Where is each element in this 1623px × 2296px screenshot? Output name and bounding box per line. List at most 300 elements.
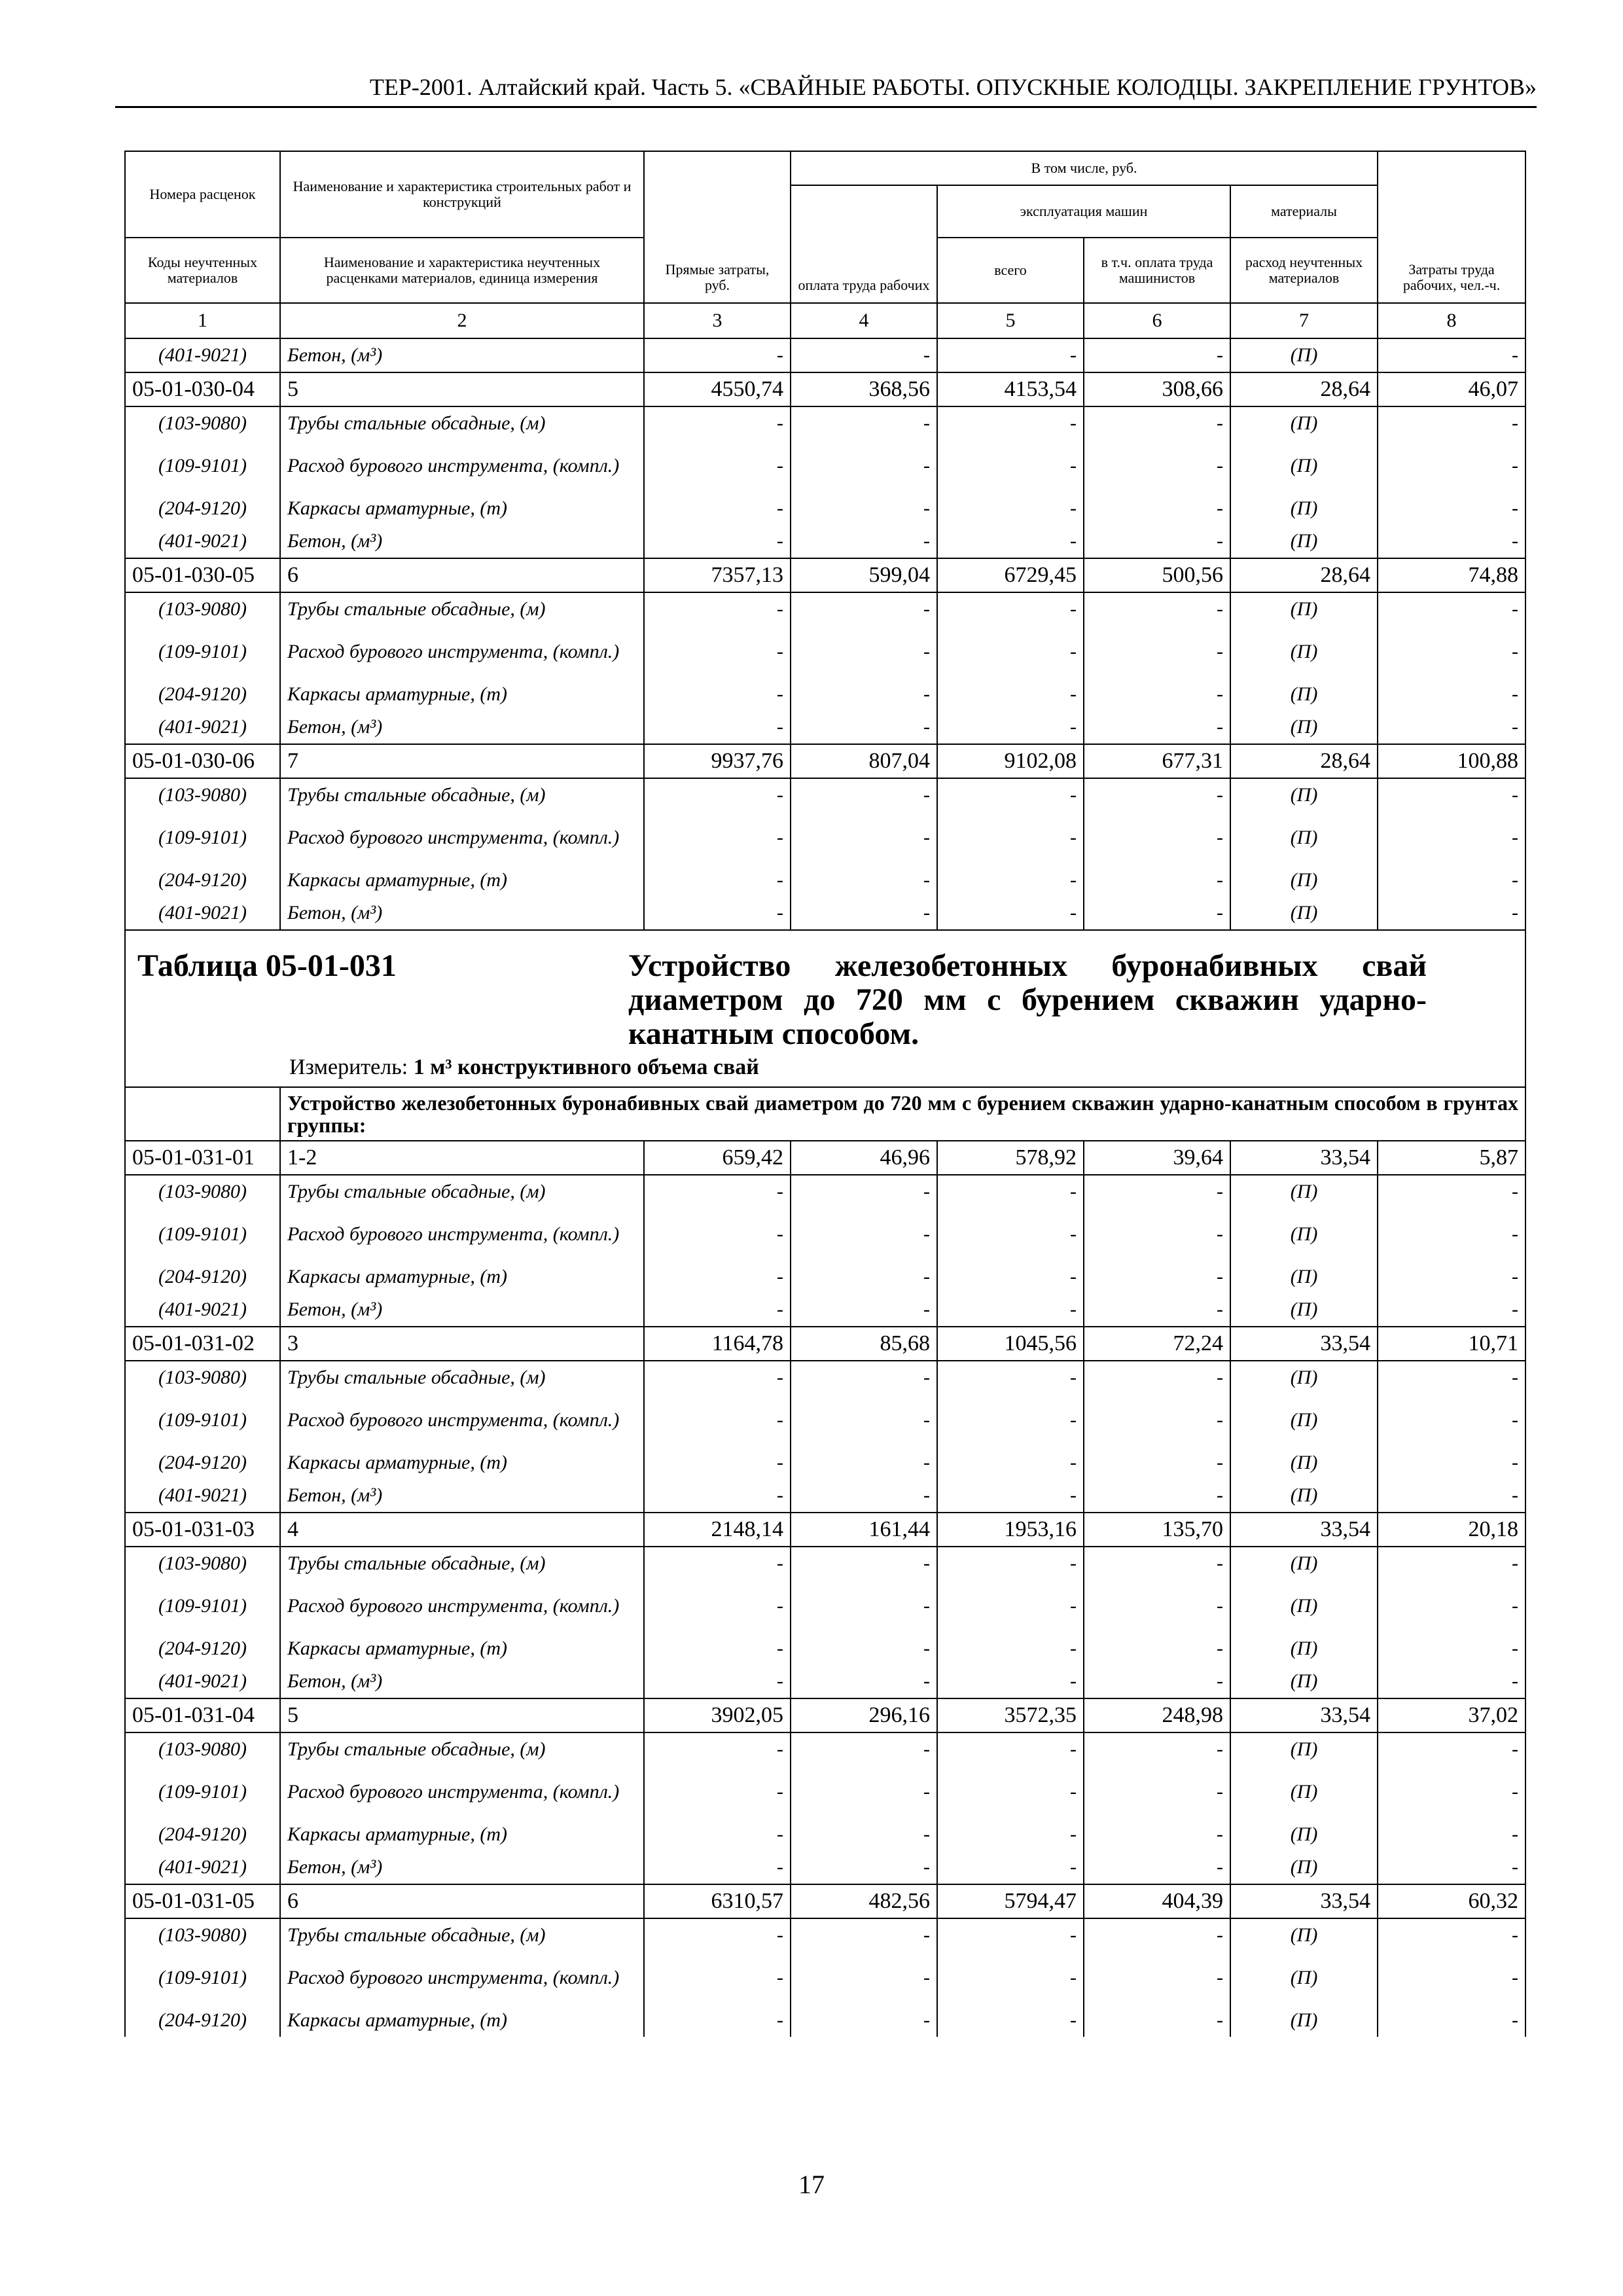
material-code: (204-9120): [125, 1632, 280, 1665]
rates-table: [124, 151, 1526, 2037]
empty-value: -: [1378, 1479, 1525, 1513]
rate-value-c6: 39,64: [1084, 1141, 1230, 1175]
empty-value: -: [1084, 1479, 1230, 1513]
empty-value: -: [1084, 1547, 1230, 1580]
empty-value: -: [644, 864, 791, 897]
material-name: Каркасы арматурные, (т): [280, 1446, 644, 1479]
material-name: Трубы стальные обсадные, (м): [280, 1547, 644, 1580]
empty-value: -: [1378, 1208, 1525, 1261]
column-number: 8: [1378, 303, 1525, 338]
rate-value-c7: 33,54: [1230, 1884, 1378, 1918]
material-name: Расход бурового инструмента, (компл.): [280, 1394, 644, 1446]
material-name: Трубы стальные обсадные, (м): [280, 592, 644, 626]
material-mark: (П): [1230, 626, 1378, 678]
rate-value-c6: 500,56: [1084, 558, 1230, 592]
group-heading-row: [125, 1087, 1525, 1141]
empty-value: -: [644, 678, 791, 711]
empty-value: -: [1378, 864, 1525, 897]
empty-value: -: [791, 525, 937, 558]
rate-value-c3: 2148,14: [644, 1513, 791, 1547]
material-code: (204-9120): [125, 492, 280, 525]
rate-value-c4: 46,96: [791, 1141, 937, 1175]
rate-value-c3: 4550,74: [644, 372, 791, 406]
rate-name: 6: [280, 558, 644, 592]
empty-value: -: [644, 1479, 791, 1513]
material-name: Бетон, (м³): [280, 338, 644, 372]
material-code: (401-9021): [125, 1293, 280, 1327]
material-code: (204-9120): [125, 2004, 280, 2037]
empty-value: -: [791, 592, 937, 626]
empty-value: -: [1084, 440, 1230, 492]
material-row: [125, 1175, 1525, 1208]
material-name: Расход бурового инструмента, (компл.): [280, 1580, 644, 1632]
empty-value: -: [1378, 1818, 1525, 1851]
material-row: [125, 897, 1525, 930]
empty-value: -: [937, 812, 1084, 864]
material-name: Каркасы арматурные, (т): [280, 1818, 644, 1851]
empty-value: -: [1084, 711, 1230, 744]
empty-value: -: [1084, 1918, 1230, 1952]
header-col1a: Номера расценок: [125, 151, 280, 238]
empty-value: -: [791, 1580, 937, 1632]
empty-value: -: [1084, 1851, 1230, 1884]
rate-row: [125, 744, 1525, 778]
empty-value: -: [644, 1261, 791, 1293]
material-code: (401-9021): [125, 1665, 280, 1698]
rate-name: 5: [280, 372, 644, 406]
material-row: [125, 1361, 1525, 1394]
empty-value: -: [1084, 1580, 1230, 1632]
material-name: Трубы стальные обсадные, (м): [280, 406, 644, 440]
empty-value: -: [937, 1394, 1084, 1446]
material-name: Трубы стальные обсадные, (м): [280, 1361, 644, 1394]
material-mark: (П): [1230, 1446, 1378, 1479]
empty-value: -: [791, 1766, 937, 1818]
empty-value: -: [937, 1580, 1084, 1632]
material-code: (103-9080): [125, 406, 280, 440]
material-mark: (П): [1230, 440, 1378, 492]
material-mark: (П): [1230, 1665, 1378, 1698]
material-mark: (П): [1230, 1632, 1378, 1665]
material-row: [125, 1818, 1525, 1851]
material-mark: (П): [1230, 1580, 1378, 1632]
empty-value: -: [1378, 1952, 1525, 2004]
material-code: (109-9101): [125, 1208, 280, 1261]
empty-value: -: [937, 897, 1084, 930]
material-row: [125, 492, 1525, 525]
material-row: [125, 406, 1525, 440]
empty-value: -: [1084, 778, 1230, 812]
empty-value: -: [791, 1851, 937, 1884]
empty-value: -: [937, 864, 1084, 897]
empty-value: -: [1378, 678, 1525, 711]
material-mark: (П): [1230, 1818, 1378, 1851]
empty-value: -: [644, 778, 791, 812]
material-name: Бетон, (м³): [280, 897, 644, 930]
empty-value: -: [1378, 2004, 1525, 2037]
empty-value: -: [791, 2004, 937, 2037]
rate-value-c3: 3902,05: [644, 1698, 791, 1732]
empty-value: -: [791, 1361, 937, 1394]
empty-value: -: [791, 1818, 937, 1851]
rate-value-c5: 3572,35: [937, 1698, 1084, 1732]
material-code: (109-9101): [125, 1952, 280, 2004]
empty-value: -: [937, 1952, 1084, 2004]
empty-value: -: [1378, 1446, 1525, 1479]
rate-value-c4: 161,44: [791, 1513, 937, 1547]
material-row: [125, 1261, 1525, 1293]
empty-value: -: [1084, 1208, 1230, 1261]
material-mark: (П): [1230, 711, 1378, 744]
empty-value: -: [1378, 1175, 1525, 1208]
empty-value: -: [791, 1446, 937, 1479]
empty-value: -: [1084, 626, 1230, 678]
column-number: 1: [125, 303, 280, 338]
table-description: Устройство железобетонных буронабивных свай диаметром до 720 мм с бурением скважин ударно-канатным способом.: [628, 948, 1427, 1051]
empty-value: -: [791, 1918, 937, 1952]
rate-value-c6: 72,24: [1084, 1327, 1230, 1361]
empty-value: -: [1378, 1632, 1525, 1665]
header-col6: в т.ч. оплата труда машинистов: [1084, 238, 1230, 303]
empty-value: -: [1084, 592, 1230, 626]
empty-value: -: [644, 1732, 791, 1766]
empty-value: -: [1084, 1632, 1230, 1665]
empty-value: -: [937, 1918, 1084, 1952]
empty-value: -: [644, 1446, 791, 1479]
table-title: Таблица 05-01-031: [137, 948, 397, 983]
empty-value: -: [1084, 525, 1230, 558]
material-name: Каркасы арматурные, (т): [280, 1632, 644, 1665]
header-col2b: Наименование и характеристика неучтенных расценками материалов, единица измерения: [280, 238, 644, 303]
empty-value: -: [644, 525, 791, 558]
empty-value: -: [1084, 1952, 1230, 2004]
empty-value: -: [1084, 812, 1230, 864]
material-code: (103-9080): [125, 1732, 280, 1766]
material-row: [125, 1851, 1525, 1884]
material-mark: (П): [1230, 1952, 1378, 2004]
header-col3: Прямые затраты, руб.: [644, 151, 791, 303]
empty-value: -: [791, 1547, 937, 1580]
material-row: [125, 1766, 1525, 1818]
material-name: Трубы стальные обсадные, (м): [280, 1175, 644, 1208]
material-row: [125, 525, 1525, 558]
material-row: [125, 1547, 1525, 1580]
empty-value: -: [644, 711, 791, 744]
empty-value: -: [644, 1208, 791, 1261]
header-col7: расход неучтенных материалов: [1230, 238, 1378, 303]
header-col4: оплата труда рабочих: [791, 185, 937, 303]
rate-row: [125, 558, 1525, 592]
rates-table-wrapper: [124, 151, 1525, 2037]
empty-value: -: [644, 1632, 791, 1665]
empty-value: -: [937, 406, 1084, 440]
material-row: [125, 812, 1525, 864]
empty-value: -: [937, 1479, 1084, 1513]
rate-value-c5: 1045,56: [937, 1327, 1084, 1361]
material-row: [125, 1479, 1525, 1513]
empty-value: -: [791, 864, 937, 897]
material-mark: (П): [1230, 1261, 1378, 1293]
rate-value-c5: 5794,47: [937, 1884, 1084, 1918]
rate-value-c7: 28,64: [1230, 744, 1378, 778]
empty-value: -: [791, 440, 937, 492]
empty-value: -: [937, 1766, 1084, 1818]
rate-row: [125, 1698, 1525, 1732]
material-mark: (П): [1230, 678, 1378, 711]
material-mark: (П): [1230, 492, 1378, 525]
empty-value: -: [644, 1175, 791, 1208]
empty-value: -: [1084, 1732, 1230, 1766]
material-code: (109-9101): [125, 1766, 280, 1818]
rate-value-c4: 85,68: [791, 1327, 937, 1361]
rate-value-c8: 10,71: [1378, 1327, 1525, 1361]
material-name: Расход бурового инструмента, (компл.): [280, 1952, 644, 2004]
empty-value: -: [791, 778, 937, 812]
material-row: [125, 778, 1525, 812]
column-number: 6: [1084, 303, 1230, 338]
measure-value: 1 м³ конструктивного объема свай: [413, 1055, 759, 1079]
page-number: 17: [798, 2170, 825, 2199]
empty-value: -: [937, 1361, 1084, 1394]
empty-value: -: [937, 1175, 1084, 1208]
material-name: Расход бурового инструмента, (компл.): [280, 1208, 644, 1261]
material-mark: (П): [1230, 1766, 1378, 1818]
empty-value: -: [937, 1851, 1084, 1884]
empty-value: -: [791, 1952, 937, 2004]
empty-value: -: [1378, 1766, 1525, 1818]
empty-value: -: [1084, 1175, 1230, 1208]
empty-value: -: [644, 1766, 791, 1818]
rate-code: 05-01-031-04: [125, 1698, 280, 1732]
rate-code: 05-01-031-03: [125, 1513, 280, 1547]
rate-code: 05-01-030-05: [125, 558, 280, 592]
material-row: [125, 1632, 1525, 1665]
header-col8: Затраты труда рабочих, чел.-ч.: [1378, 151, 1525, 303]
empty-value: -: [937, 1208, 1084, 1261]
material-name: Расход бурового инструмента, (компл.): [280, 626, 644, 678]
material-mark: (П): [1230, 525, 1378, 558]
empty-value: -: [937, 525, 1084, 558]
empty-value: -: [1378, 338, 1525, 372]
empty-value: -: [1378, 1547, 1525, 1580]
material-name: Каркасы арматурные, (т): [280, 492, 644, 525]
empty-value: -: [644, 1361, 791, 1394]
rate-value-c5: 6729,45: [937, 558, 1084, 592]
empty-value: -: [1378, 525, 1525, 558]
material-row: [125, 678, 1525, 711]
empty-value: -: [1378, 406, 1525, 440]
material-name: Трубы стальные обсадные, (м): [280, 1918, 644, 1952]
empty-value: -: [644, 592, 791, 626]
empty-value: -: [937, 1732, 1084, 1766]
rate-value-c8: 60,32: [1378, 1884, 1525, 1918]
empty-value: -: [1378, 1261, 1525, 1293]
rate-name: 6: [280, 1884, 644, 1918]
empty-value: -: [1378, 1293, 1525, 1327]
empty-value: -: [1378, 1394, 1525, 1446]
material-code: (204-9120): [125, 1446, 280, 1479]
material-code: (103-9080): [125, 778, 280, 812]
material-name: Бетон, (м³): [280, 525, 644, 558]
header-col1b: Коды неучтенных материалов: [125, 238, 280, 303]
empty-value: -: [1084, 2004, 1230, 2037]
empty-value: -: [791, 1208, 937, 1261]
empty-value: -: [1378, 812, 1525, 864]
header-col2a: Наименование и характеристика строительных работ и конструкций: [280, 151, 644, 238]
material-mark: (П): [1230, 778, 1378, 812]
rate-row: [125, 1884, 1525, 1918]
empty-value: -: [1084, 1293, 1230, 1327]
rate-value-c4: 296,16: [791, 1698, 937, 1732]
empty-value: -: [791, 626, 937, 678]
header-materials: материалы: [1230, 185, 1378, 238]
material-code: (204-9120): [125, 864, 280, 897]
empty-value: -: [1084, 1361, 1230, 1394]
empty-value: -: [937, 2004, 1084, 2037]
material-row: [125, 338, 1525, 372]
rate-row: [125, 1327, 1525, 1361]
empty-value: -: [644, 1952, 791, 2004]
header-machines: эксплуатация машин: [937, 185, 1230, 238]
material-row: [125, 1732, 1525, 1766]
rate-name: 7: [280, 744, 644, 778]
empty-value: -: [937, 778, 1084, 812]
material-code: (109-9101): [125, 626, 280, 678]
rate-value-c7: 28,64: [1230, 372, 1378, 406]
empty-value: -: [644, 492, 791, 525]
empty-value: -: [791, 1261, 937, 1293]
empty-value: -: [1084, 1818, 1230, 1851]
empty-value: -: [644, 1580, 791, 1632]
empty-value: -: [644, 1918, 791, 1952]
rate-value-c7: 33,54: [1230, 1327, 1378, 1361]
empty-value: -: [791, 1479, 937, 1513]
material-name: Бетон, (м³): [280, 1479, 644, 1513]
material-name: Каркасы арматурные, (т): [280, 864, 644, 897]
material-code: (204-9120): [125, 678, 280, 711]
column-number: 5: [937, 303, 1084, 338]
empty-value: -: [791, 897, 937, 930]
empty-value: -: [937, 711, 1084, 744]
rate-code: 05-01-031-01: [125, 1141, 280, 1175]
material-mark: (П): [1230, 1394, 1378, 1446]
material-row: [125, 2004, 1525, 2037]
material-mark: (П): [1230, 1361, 1378, 1394]
empty-value: -: [1378, 1851, 1525, 1884]
rate-value-c8: 100,88: [1378, 744, 1525, 778]
rate-row: [125, 372, 1525, 406]
measure-line: [289, 1055, 1518, 1080]
empty-value: -: [1378, 626, 1525, 678]
page-header: ТЕР-2001. Алтайский край. Часть 5. «СВАЙНЫЕ РАБОТЫ. ОПУСКНЫЕ КОЛОДЦЫ. ЗАКРЕПЛЕНИЕ ГРУНТОВ»: [115, 71, 1537, 108]
section-heading: [125, 930, 1525, 1087]
material-row: [125, 1446, 1525, 1479]
material-row: [125, 711, 1525, 744]
empty-value: -: [937, 1446, 1084, 1479]
empty-value: -: [937, 1818, 1084, 1851]
material-mark: (П): [1230, 1732, 1378, 1766]
material-code: (401-9021): [125, 897, 280, 930]
empty-value: -: [644, 1293, 791, 1327]
rate-code: 05-01-030-04: [125, 372, 280, 406]
material-name: Бетон, (м³): [280, 1293, 644, 1327]
empty-value: -: [937, 492, 1084, 525]
material-row: [125, 1293, 1525, 1327]
material-code: (103-9080): [125, 1361, 280, 1394]
empty-value: -: [937, 1632, 1084, 1665]
empty-value: -: [937, 338, 1084, 372]
empty-value: -: [791, 812, 937, 864]
empty-value: -: [644, 1547, 791, 1580]
rate-row: [125, 1141, 1525, 1175]
measure-label: Измеритель:: [289, 1055, 408, 1079]
material-mark: (П): [1230, 338, 1378, 372]
rate-value-c3: 6310,57: [644, 1884, 791, 1918]
material-name: Расход бурового инструмента, (компл.): [280, 440, 644, 492]
empty-value: -: [1378, 1361, 1525, 1394]
material-name: Каркасы арматурные, (т): [280, 2004, 644, 2037]
rate-name: 5: [280, 1698, 644, 1732]
empty-value: -: [1084, 492, 1230, 525]
material-name: Бетон, (м³): [280, 1851, 644, 1884]
group-title: Устройство железобетонных буронабивных свай диаметром до 720 мм с бурением скважин ударно-канатным способом в грунтах группы:: [280, 1087, 1525, 1141]
rate-value-c4: 807,04: [791, 744, 937, 778]
empty-value: -: [1084, 678, 1230, 711]
empty-value: -: [937, 440, 1084, 492]
material-name: Расход бурового инструмента, (компл.): [280, 1766, 644, 1818]
empty-value: -: [791, 1732, 937, 1766]
material-name: Каркасы арматурные, (т): [280, 678, 644, 711]
material-row: [125, 1665, 1525, 1698]
rate-value-c4: 599,04: [791, 558, 937, 592]
material-mark: (П): [1230, 1175, 1378, 1208]
material-row: [125, 440, 1525, 492]
empty-value: -: [937, 626, 1084, 678]
empty-value: -: [1378, 1918, 1525, 1952]
material-mark: (П): [1230, 812, 1378, 864]
empty-value: -: [937, 1261, 1084, 1293]
material-mark: (П): [1230, 1547, 1378, 1580]
empty-value: -: [1378, 1732, 1525, 1766]
material-mark: (П): [1230, 406, 1378, 440]
empty-value: -: [791, 492, 937, 525]
material-row: [125, 864, 1525, 897]
material-row: [125, 1394, 1525, 1446]
rate-value-c6: 135,70: [1084, 1513, 1230, 1547]
empty-value: -: [791, 711, 937, 744]
empty-value: -: [644, 1665, 791, 1698]
empty-value: -: [644, 1818, 791, 1851]
rate-value-c3: 7357,13: [644, 558, 791, 592]
rate-name: 1-2: [280, 1141, 644, 1175]
empty-value: -: [644, 812, 791, 864]
material-mark: (П): [1230, 1918, 1378, 1952]
material-mark: (П): [1230, 1208, 1378, 1261]
empty-value: -: [937, 1665, 1084, 1698]
rate-value-c7: 33,54: [1230, 1141, 1378, 1175]
empty-value: -: [644, 1851, 791, 1884]
empty-value: -: [644, 440, 791, 492]
material-name: Бетон, (м³): [280, 711, 644, 744]
empty-value: -: [1378, 492, 1525, 525]
material-mark: (П): [1230, 897, 1378, 930]
empty-value: -: [644, 1394, 791, 1446]
header-incl: В том числе, руб.: [791, 151, 1378, 185]
empty-value: -: [1378, 1580, 1525, 1632]
rate-row: [125, 1513, 1525, 1547]
rate-value-c6: 308,66: [1084, 372, 1230, 406]
rate-value-c8: 5,87: [1378, 1141, 1525, 1175]
